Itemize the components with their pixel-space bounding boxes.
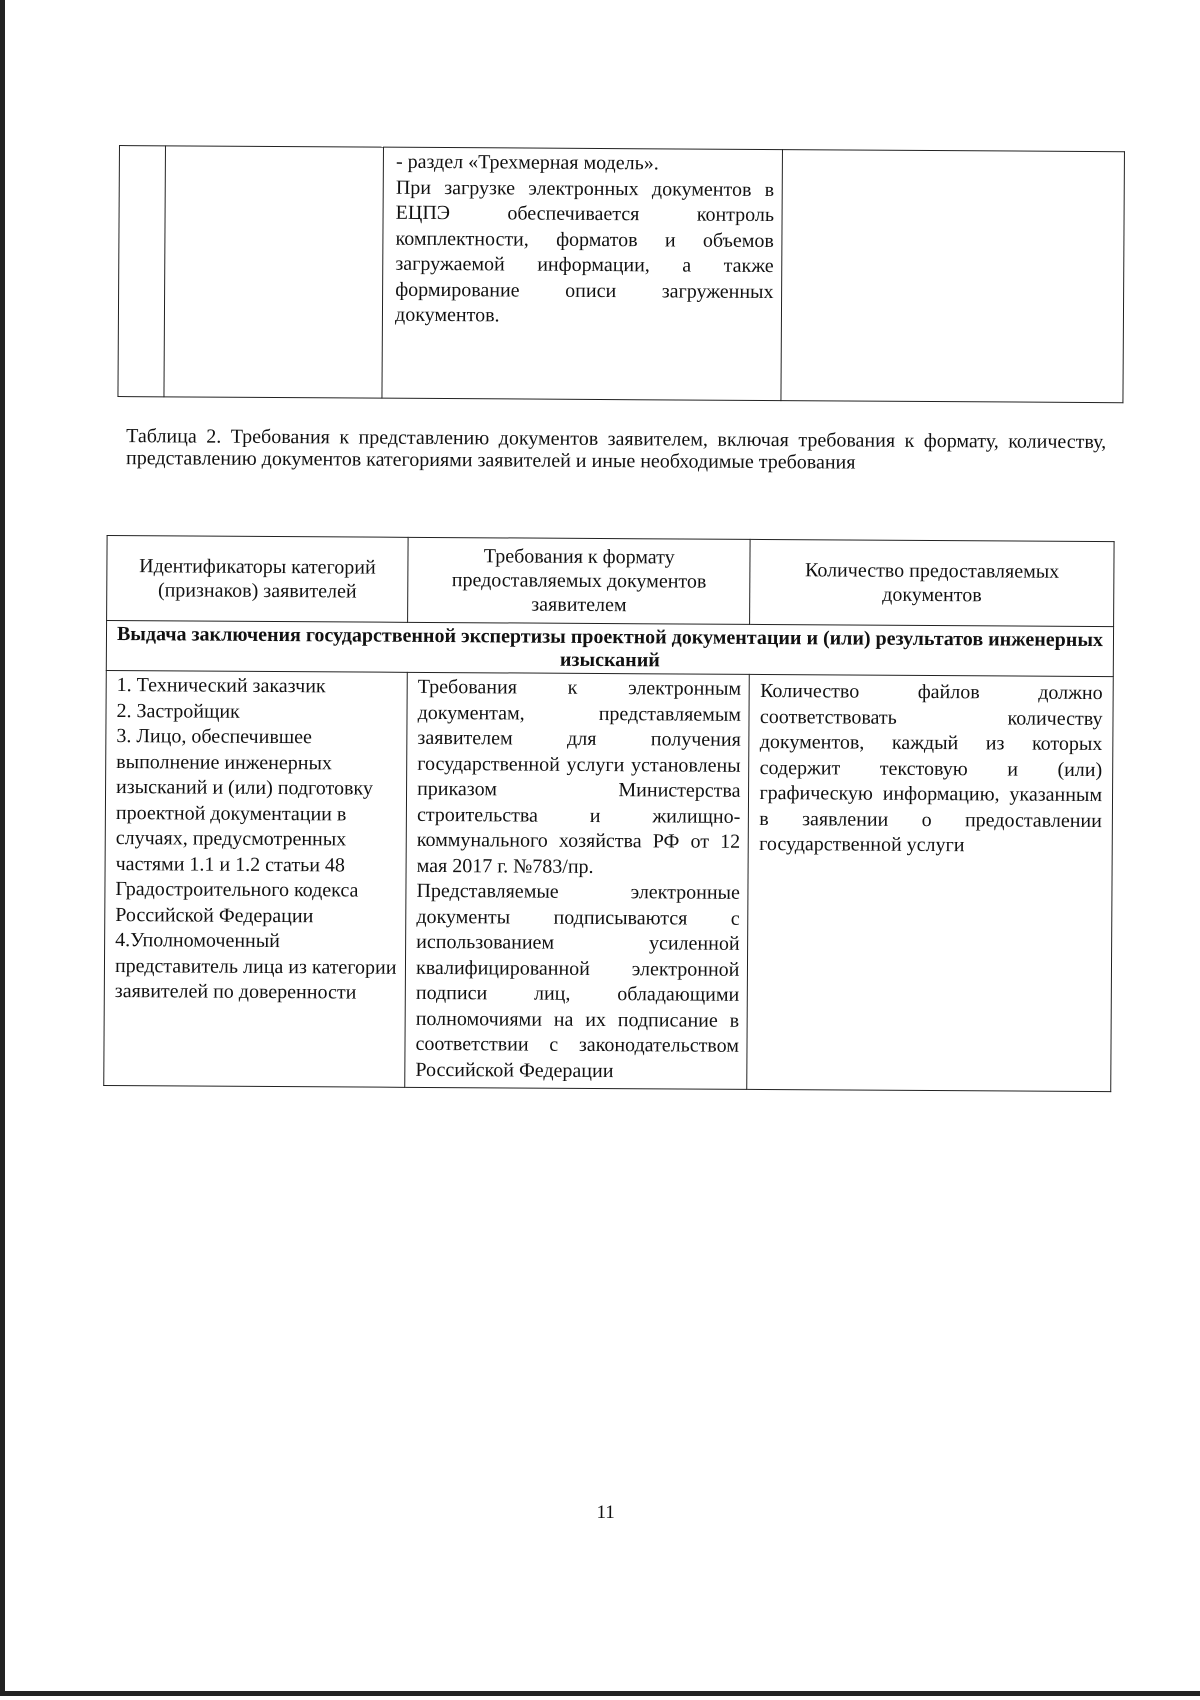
header-document-quantity: Количество предоставляемых документов (750, 539, 1114, 626)
table-header-row (107, 535, 1115, 626)
applicant-item-1: 1. Технический заказчик (116, 674, 326, 698)
format-requirement-signature: Представляемые электронные документы подписываются с использованием усиленной квалифицированной электронной подписи лиц, обладающими полномочиями на их подписание в соответствии с законодательством Российской Федерации (415, 879, 740, 1082)
table-row (118, 146, 1125, 403)
section-title: Выдача заключения государственной экспертизы проектной документации и (или) результатов инженерных изысканий (106, 620, 1113, 676)
table-row (104, 670, 1114, 1091)
table-section-row (106, 620, 1113, 676)
table1-cell-number (118, 146, 166, 397)
continued-table (117, 145, 1125, 403)
quantity-cell: Количество файлов должно соответствовать количеству документов, каждый из которых содержит текстовую и (или) графическую информацию, указанным в заявлении о предоставлении государственной услуги (747, 674, 1113, 1091)
applicant-item-4: 4.Уполномоченный представитель лица из категории заявителей по доверенности (114, 929, 397, 1004)
table1-line-control: При загрузке электронных документов в ЕЦПЭ обеспечивается контроль комплектности, форматов и объемов загружаемой информации, а также формирование описи загруженных документов. (395, 176, 775, 327)
requirements-table (103, 535, 1114, 1092)
header-applicant-categories: Идентификаторы категорий (признаков) заявителей (107, 535, 409, 622)
format-requirements-cell (405, 672, 750, 1089)
table1-cell-description (382, 147, 783, 400)
applicant-item-2: 2. Застройщик (116, 699, 240, 723)
table-caption: Таблица 2. Требования к представлению документов заявителем, включая требования к формату, количеству, представлению документов категориями заявителей и иные необходимые требования (126, 425, 1107, 474)
header-format-requirements: Требования к формату предоставляемых документов заявителем (408, 537, 751, 624)
applicant-list-cell (104, 670, 408, 1087)
table1-cell-name (164, 146, 383, 398)
applicant-item-3: 3. Лицо, обеспечившее выполнение инженерных изысканий и (или) подготовку проектной документации в случаях, предусмотренных частями 1.1 и 1.2 статьи 48 Градостроительного кодекса Российской Федерации (115, 725, 373, 927)
table1-cell-empty (781, 150, 1124, 403)
table1-line-section: - раздел «Трехмерная модель». (395, 150, 659, 175)
page-number: 11 (596, 1501, 615, 1524)
format-requirement-order: Требования к электронным документам, представляемым заявителем для получения государственной услуги установлены приказом Министерства строительства и жилищно-коммунального хозяйства РФ от 12 мая 2017 г. №783/пр. (416, 675, 742, 878)
